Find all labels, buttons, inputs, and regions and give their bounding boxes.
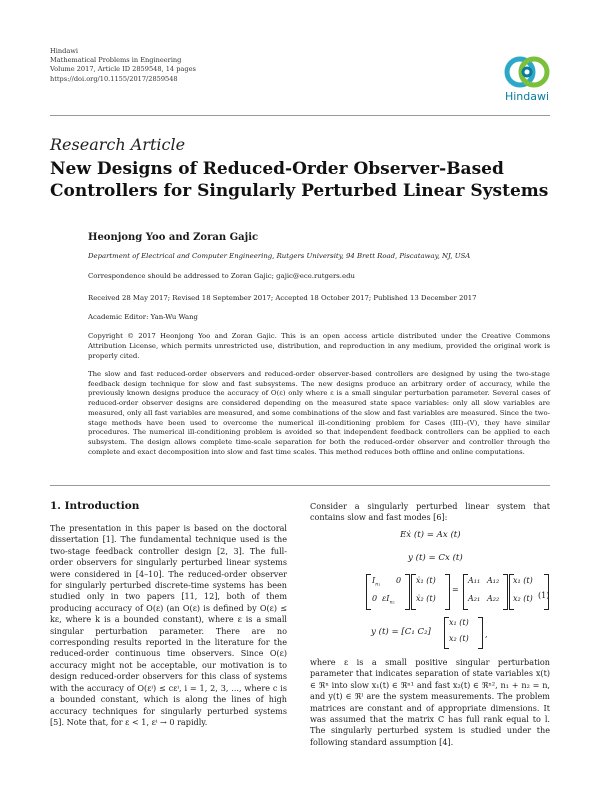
matrix-a21: A₂₁ <box>468 594 481 603</box>
matrix-epsilon-identity: $\varepsilon I_{n_2}$ <box>382 594 395 606</box>
academic-editor: Academic Editor: Yan-Wu Wang <box>88 313 198 321</box>
equation-2: y (t) = Cx (t) <box>408 553 463 563</box>
equals-sign: = <box>452 585 459 594</box>
col2-paragraph: where ε is a small positive singular perturbation parameter that indicates separation of state variables x(t) ∈ ℜⁿ into slow x₁(t) ∈ ℜⁿ¹ and fast x₂(t) ∈ ℜⁿ², n₁ + n₂ = n, and y(t) ∈ ℜˡ are the system measurements. The problem matrices are constant and of appropriate dimensions. It was assumed that the matrix C has full rank equal to l. The singularly perturbed system is studied under the following standard assumption [4]. <box>310 657 550 747</box>
authors: Heonjong Yoo and Zoran Gajic <box>88 232 259 243</box>
correspondence: Correspondence should be addressed to Zoran Gajic; gajic@ece.rutgers.edu <box>88 272 355 280</box>
equation-1: Eẋ (t) = Ax (t) <box>400 530 461 540</box>
state-slow: x₁ (t) <box>513 576 533 585</box>
publisher-name: Hindawi <box>50 47 79 55</box>
matrix-a11: A₁₁ <box>468 576 481 585</box>
col2-intro: Consider a singularly perturbed linear system that contains slow and fast modes [6]: <box>310 501 550 523</box>
output-equation-lhs: y (t) = [C₁ C₂] <box>371 627 431 637</box>
header-divider <box>50 115 550 116</box>
article-type: Research Article <box>50 135 186 154</box>
output-state-slow: x₁ (t) <box>449 618 469 627</box>
copyright-notice: Copyright © 2017 Heonjong Yoo and Zoran Gajic. This is an open access article distributed under the Creative Commons Attribution License, which permits unrestricted use, distribution, and reproduction in any medium, provided the original work is properly cited. <box>88 332 550 360</box>
volume-line: Volume 2017, Article ID 2859548, 14 pages <box>50 65 196 74</box>
doi-link[interactable]: https://doi.org/10.1155/2017/2859548 <box>50 74 178 83</box>
state-derivative-slow: ẋ₁ (t) <box>416 576 436 585</box>
journal-meta <box>50 47 196 84</box>
output-state-fast: x₂ (t) <box>449 634 469 643</box>
matrix-a12: A₁₂ <box>487 576 500 585</box>
state-fast: x₂ (t) <box>513 594 533 603</box>
matrix-a22: A₂₂ <box>487 594 500 603</box>
abstract: The slow and fast reduced-order observers and reduced-order observer-based controllers are designed by using the two-stage feedback design technique for slow and fast subsystems. The new designs produce an arbitrary order of accuracy, while the previously known designs produce the accuracy of O(ε) only where ε is a small singular perturbation parameter. Several cases of reduced-order observer designs are considered depending on the measured state space variables: only all slow variables are measured, only all fast variables are measured, and some combinations of the slow and fast variables are measured. Since the two-stage methods have been used to overcome the numerical ill-conditioning problem for Cases (III)–(V), they have similar procedures. The numerical ill-conditioning problem is avoided so that independent feedback controllers can be applied to each subsystem. The design allows complete time-scale separation for both the reduced-order observer and controller through the complete and exact decomposition into slow and fast time scales. This method reduces both offline and online computations. <box>88 370 550 456</box>
section-title: 1. Introduction <box>50 500 140 512</box>
state-derivative-fast: ẋ₂ (t) <box>416 594 436 603</box>
section-divider <box>50 485 550 486</box>
affiliation: Department of Electrical and Computer Engineering, Rutgers University, 94 Brett Road, Piscataway, NJ, USA <box>88 252 471 260</box>
logo-text: Hindawi <box>504 90 550 103</box>
comma: , <box>485 630 488 639</box>
dates: Received 28 May 2017; Revised 18 September 2017; Accepted 18 October 2017; Published 13 December 2017 <box>88 294 477 302</box>
journal-name: Mathematical Problems in Engineering <box>50 56 182 65</box>
matrix-zero-21: 0 <box>372 594 378 603</box>
matrix-zero-12: 0 <box>396 576 402 585</box>
matrix-identity-slow: $I_{n_1}$ <box>372 576 381 588</box>
equation-number: (1) <box>538 590 550 600</box>
intro-paragraph: The presentation in this paper is based on the doctoral dissertation [1]. The fundamental technique used is the two-stage feedback controller design [2, 3]. The full-order observers for singularly perturbed linear systems were considered in [4–10]. The reduced-order observer for singularly perturbed discrete-time systems has been studied only in two papers [11, 12], both of them producing accuracy of O(ε) (an O(ε) is defined by O(ε) ≤ kε, where k is a bounded constant), where ε is a small singular perturbation parameter. There are no corresponding results reported in the literature for the reduced-order continuous time observers. Since O(ε) accuracy might not be acceptable, our motivation is to design reduced-order observers for this class of systems with the accuracy of O(εⁱ) ≤ cεⁱ, i = 1, 2, 3, ..., where c is a bounded constant, which is along the lines of high accuracy techniques for singularly perturbed systems [5]. Note that, for ε < 1, εⁱ → 0 rapidly. <box>50 523 287 727</box>
page-title: New Designs of Reduced-Order Observer-Based Controllers for Singularly Perturbed Linear Systems <box>50 159 549 201</box>
